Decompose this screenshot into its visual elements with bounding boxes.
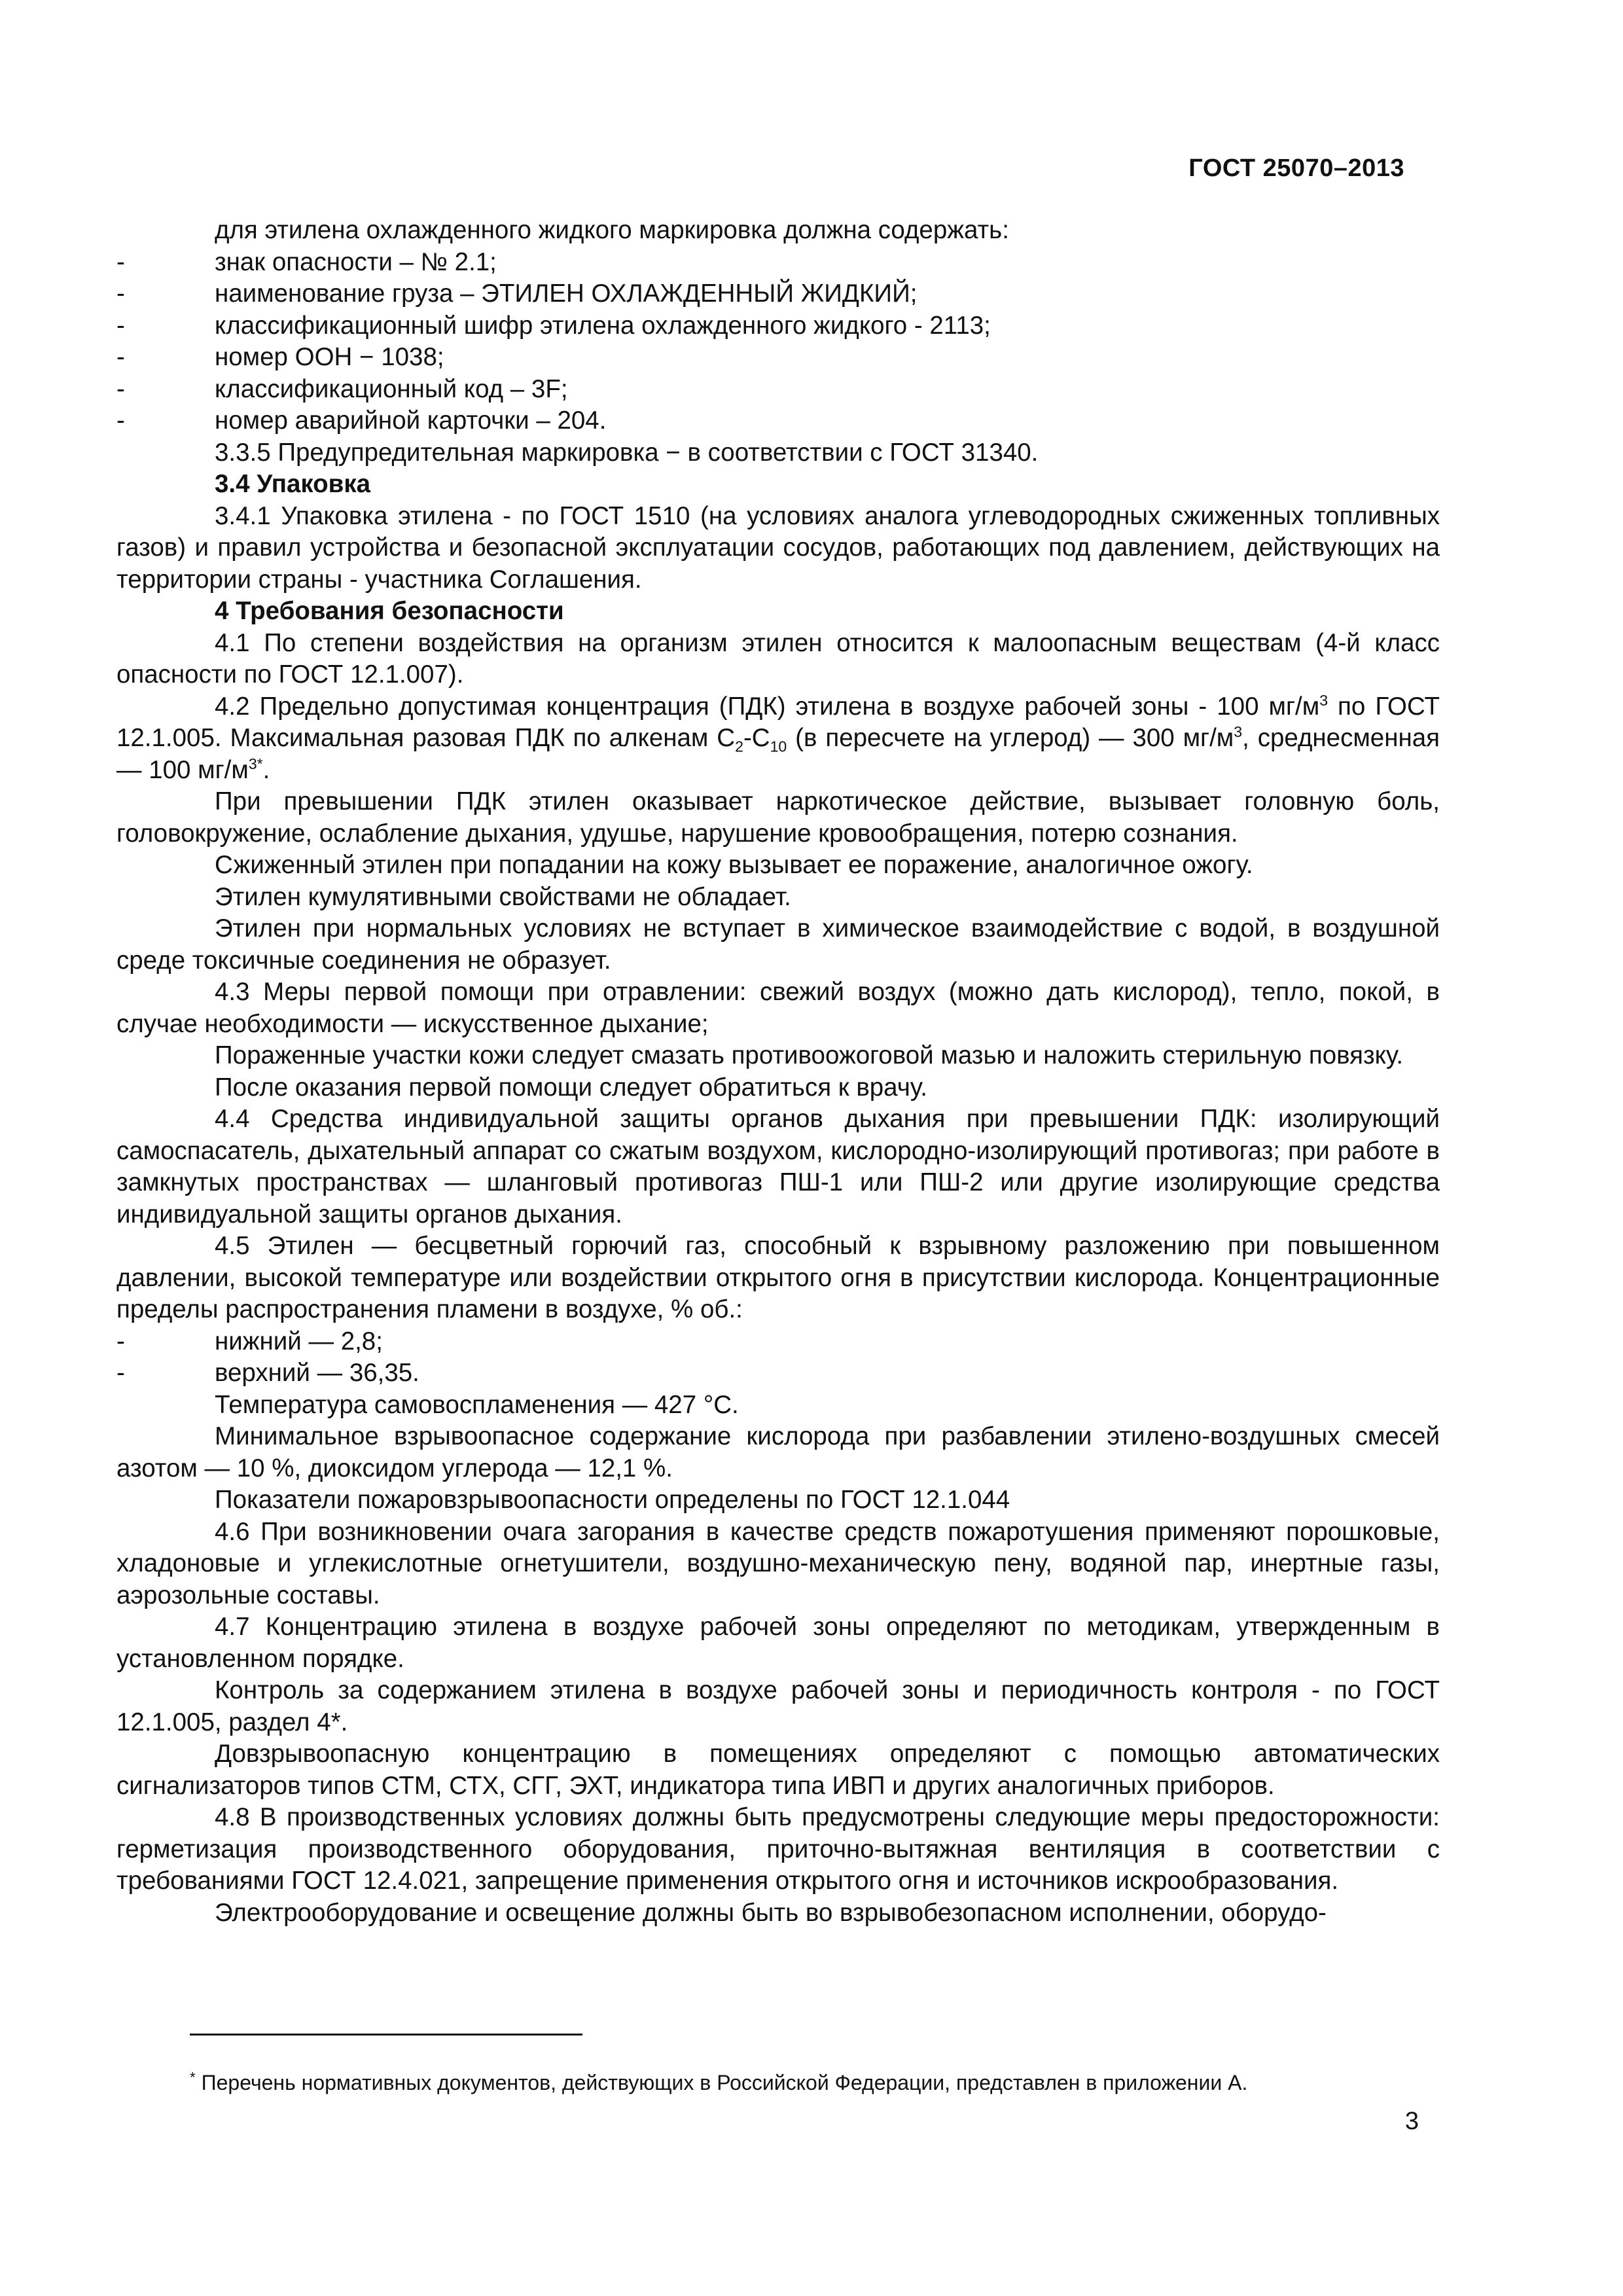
footnote-marker: * [190, 2069, 196, 2086]
list-item [116, 278, 1440, 310]
footnote-separator [190, 2034, 582, 2036]
paragraph: 4.1 По степени воздействия на организм этилен относится к малоопасным веществам (4-й класс опасности по ГОСТ 12.1.007). [116, 628, 1440, 689]
list-bullet: - [116, 247, 125, 276]
list-item-text: номер ООН − 1038; [215, 343, 444, 371]
footnote [190, 2070, 1247, 2096]
list-item [116, 374, 1440, 406]
paragraph-fragment: , среднесменная — 100 мг/м [116, 724, 1440, 784]
section-heading: 4 Требования безопасности [215, 597, 564, 625]
paragraph-fragment: -С [743, 724, 770, 752]
list-item-text: номер аварийной карточки – 204. [215, 406, 607, 435]
section-heading: 3.4 Упаковка [215, 470, 370, 498]
paragraph: После оказания первой помощи следует обратиться к врачу. [215, 1073, 927, 1102]
list-bullet: - [116, 279, 125, 308]
paragraph-fragment: 3 [1319, 691, 1329, 709]
list-item-text: знак опасности – № 2.1; [215, 247, 497, 276]
paragraph [116, 691, 1440, 787]
paragraph: Довзрывоопасную концентрацию в помещениях определяют с помощью автоматических сигнализаторов типов СТМ, СТХ, СГГ, ЭХТ, индикатора типа ИВП и других аналогичных приборов. [116, 1740, 1440, 1800]
paragraph: Этилен кумулятивными свойствами не обладает. [215, 882, 791, 911]
footnote-text: Перечень нормативных документов, действующих в Российской Федерации, представлен в приложении А. [195, 2071, 1248, 2094]
paragraph: для этилена охлажденного жидкого маркировка должна содержать: [215, 216, 1009, 244]
list-item [116, 1326, 1440, 1358]
paragraph: При превышении ПДК этилен оказывает наркотическое действие, вызывает головную боль, головокружение, ослабление дыхания, удушье, нарушение кровообращения, потерю сознания. [116, 787, 1440, 848]
list-item-text: классификационный код – 3F; [215, 374, 568, 403]
list-bullet: - [116, 1359, 125, 1387]
list-item-text: верхний — 36,35. [215, 1359, 419, 1387]
paragraph: 4.4 Средства индивидуальной защиты органов дыхания при превышении ПДК: изолирующий самоспасатель, дыхательный аппарат со сжатым воздухом, кислородно-изолирующий противогаз; при работе в замкнутых пространствах — шланговый противогаз ПШ-1 или ПШ-2 или другие изолирующие средства индивидуальной защиты органов дыхания. [116, 1105, 1440, 1229]
paragraph: Температура самовоспламенения — 427 °С. [215, 1390, 739, 1419]
paragraph-fragment: . [262, 755, 270, 784]
paragraph: Сжиженный этилен при попадании на кожу вызывает ее поражение, аналогичное ожогу. [215, 851, 1253, 879]
list-item [116, 405, 1440, 437]
paragraph: 4.8 В производственных условиях должны быть предусмотрены следующие меры предосторожности: герметизация производственного оборудования, приточно-вытяжная вентиляция в соответствии с требованиями ГОСТ 12.4.021, запрещение применения открытого огня и источников искрообразования. [116, 1803, 1440, 1895]
list-bullet: - [116, 311, 125, 340]
paragraph: 4.7 Концентрацию этилена в воздухе рабочей зоны определяют по методикам, утвержденным в установленном порядке. [116, 1613, 1440, 1673]
list-item [116, 247, 1440, 279]
paragraph: Показатели пожаровзрывоопасности определены по ГОСТ 12.1.044 [215, 1486, 1010, 1514]
paragraph: Пораженные участки кожи следует смазать противоожоговой мазью и наложить стерильную повязку. [215, 1041, 1404, 1069]
list-item [116, 1357, 1440, 1390]
list-item-text: наименование груза – ЭТИЛЕН ОХЛАЖДЕННЫЙ ЖИДКИЙ; [215, 279, 918, 308]
list-bullet: - [116, 406, 125, 435]
paragraph-fragment: по ГОСТ 12.1.005. Максимальная разовая ПДК по алкенам С [116, 692, 1440, 752]
list-item-text: нижний — 2,8; [215, 1327, 383, 1355]
main-text [116, 215, 1440, 1929]
paragraph-fragment: 4.2 Предельно допустимая концентрация (ПДК) этилена в воздухе рабочей зоны - 100 мг/м [215, 692, 1320, 721]
paragraph: 4.5 Этилен — бесцветный горючий газ, способный к взрывному разложению при повышенном давлении, высокой температуре или воздействии открытого огня в присутствии кислорода. Концентрационные пределы распространения пламени в воздухе, % об.: [116, 1232, 1440, 1323]
paragraph: Этилен при нормальных условиях не вступает в химическое взаимодействие с водой, в воздушной среде токсичные соединения не образует. [116, 914, 1440, 975]
list-item [116, 310, 1440, 342]
paragraph: 3.3.5 Предупредительная маркировка − в соответствии с ГОСТ 31340. [215, 438, 1039, 467]
paragraph-fragment: (в пересчете на углерод) — 300 мг/м [787, 724, 1234, 752]
paragraph: 3.4.1 Упаковка этилена - по ГОСТ 1510 (на условиях аналога углеводородных сжиженных топливных газов) и правил устройства и безопасной эксплуатации сосудов, работающих под давлением, действующих на территории страны - участника Соглашения. [116, 501, 1440, 594]
list-bullet: - [116, 343, 125, 371]
paragraph: Контроль за содержанием этилена в воздухе рабочей зоны и периодичность контроля - по ГОСТ 12.1.005, раздел 4*. [116, 1676, 1440, 1736]
paragraph-fragment: 10 [770, 738, 787, 755]
list-bullet: - [116, 374, 125, 403]
list-item [116, 342, 1440, 374]
paragraph-fragment: 2 [735, 738, 743, 755]
list-item-text: классификационный шифр этилена охлажденного жидкого - 2113; [215, 311, 991, 340]
paragraph: Электрооборудование и освещение должны быть во взрывобезопасном исполнении, оборудо- [215, 1898, 1327, 1927]
paragraph-fragment: 3 [1234, 723, 1243, 741]
paragraph: 4.6 При возникновении очага загорания в качестве средств пожаротушения применяют порошковые, хладоновые и углекислотные огнетушители, воздушно-механическую пену, водяной пар, инертные газы, аэрозольные составы. [116, 1517, 1440, 1609]
page-number: 3 [1404, 2108, 1419, 2135]
paragraph-fragment: 3* [248, 755, 263, 772]
paragraph: Минимальное взрывоопасное содержание кислорода при разбавлении этилено-воздушных смесей азотом — 10 %, диоксидом углерода — 12,1 %. [116, 1422, 1440, 1482]
list-bullet: - [116, 1327, 125, 1355]
document-id-header: ГОСТ 25070–2013 [1188, 154, 1404, 182]
paragraph: 4.3 Меры первой помощи при отравлении: свежий воздух (можно дать кислород), тепло, покой, в случае необходимости — искусственное дыхание; [116, 978, 1440, 1038]
